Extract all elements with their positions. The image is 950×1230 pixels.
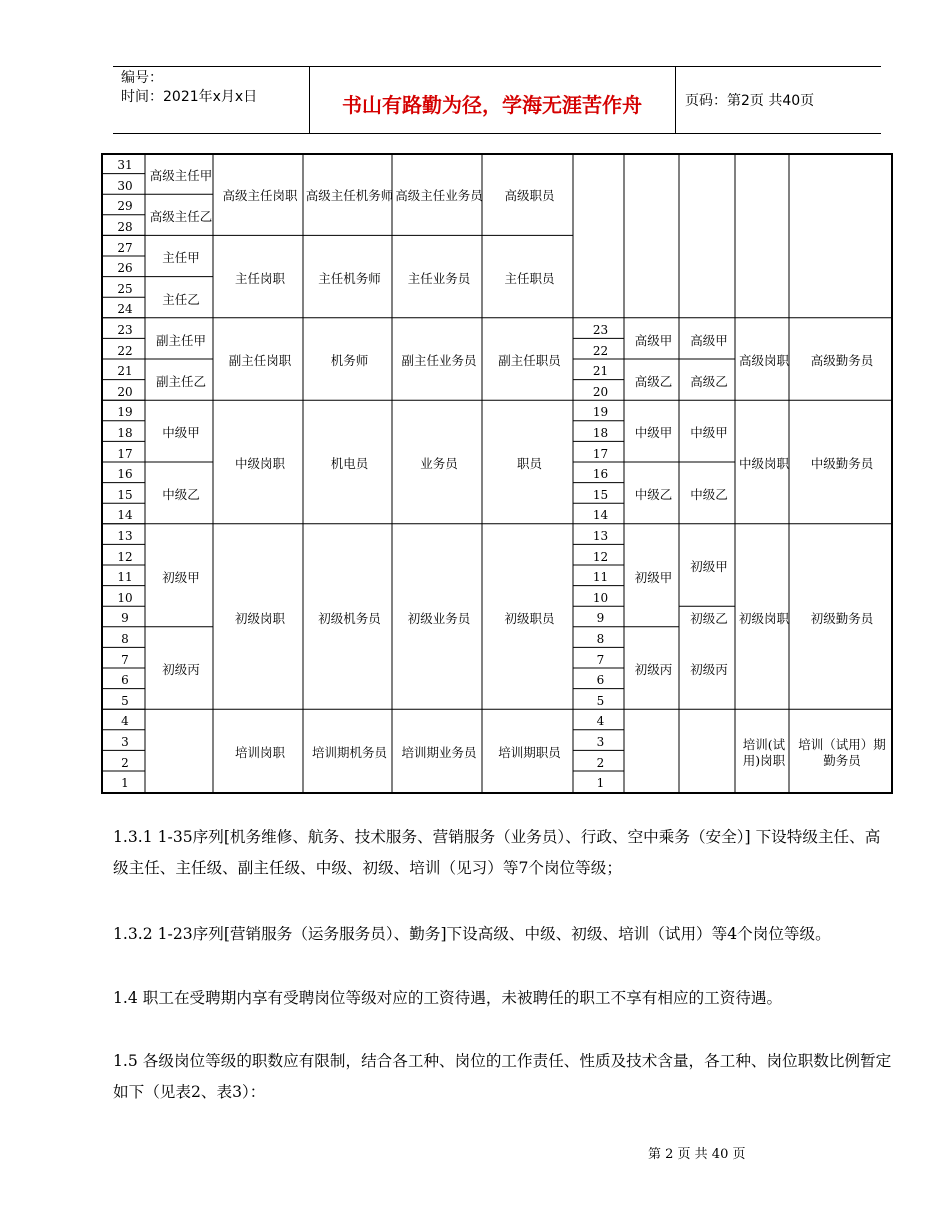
left-row-number: 3 xyxy=(121,735,129,750)
right-row-number: 15 xyxy=(592,487,609,502)
right-row-number: 16 xyxy=(592,467,609,482)
right-row-number: 12 xyxy=(592,549,609,564)
left-row-number: 21 xyxy=(117,364,133,379)
grade-senior-director-b: 高级主任乙 xyxy=(149,208,213,224)
left-row-number: 12 xyxy=(117,549,133,564)
grade-senior-director-a: 高级主任甲 xyxy=(149,167,213,183)
page-footer: 第 2 页 共 40 页 xyxy=(648,1147,746,1162)
grade-deputy-director-b: 副主任乙 xyxy=(155,373,206,389)
duty-senior: 高级勤务员 xyxy=(810,353,874,368)
left-row-number: 23 xyxy=(117,323,133,338)
right-row-number: 20 xyxy=(592,384,609,399)
left-row-number: 17 xyxy=(117,446,133,461)
right-grade-mid-b: 中级乙 xyxy=(634,487,673,502)
left-row-number: 30 xyxy=(117,178,133,193)
business-director: 主任业务员 xyxy=(407,270,471,286)
right-grade-junior-c: 初级丙 xyxy=(634,662,673,677)
right-grade-senior-a: 高级甲 xyxy=(690,332,728,348)
right-row-number: 3 xyxy=(596,735,605,750)
right-row-number: 17 xyxy=(592,446,609,461)
right-grade-mid-b: 中级乙 xyxy=(690,487,728,502)
right-row-number: 10 xyxy=(592,590,609,605)
paragraph-1-3-2: 1.3.2 1-23序列[营销服务（运务服务员）、勤务]下设高级、中级、初级、培训（试用）等4个岗位等级。 xyxy=(113,925,831,943)
left-row-number: 16 xyxy=(117,467,133,482)
left-row-number: 15 xyxy=(117,487,133,502)
right-grade-senior-b: 高级乙 xyxy=(690,373,728,389)
staff-junior: 初级职员 xyxy=(504,610,555,626)
header-divider xyxy=(675,67,676,133)
left-row-number: 26 xyxy=(117,261,133,276)
paragraph-1-4: 1.4 职工在受聘期内享有受聘岗位等级对应的工资待遇，未被聘任的职工不享有相应的工资待遇。 xyxy=(113,989,783,1007)
right-grade-senior-a: 高级甲 xyxy=(634,332,673,348)
business-deputy-director: 副主任业务员 xyxy=(401,353,477,368)
left-row-number: 31 xyxy=(117,158,133,173)
grade-mid-b: 中级乙 xyxy=(162,487,200,502)
post-deputy-director: 副主任岗职 xyxy=(228,353,292,368)
right-post-mid: 中级岗职 xyxy=(738,456,789,471)
right-row-number: 18 xyxy=(592,426,609,441)
right-grade-mid-a: 中级甲 xyxy=(634,425,673,440)
right-grade-junior-a: 初级甲 xyxy=(690,559,728,574)
right-row-number: 21 xyxy=(592,364,609,379)
left-row-number: 18 xyxy=(117,426,133,441)
left-row-number: 27 xyxy=(117,240,133,255)
right-post-senior: 高级岗职 xyxy=(738,353,789,368)
grade-mid-a: 中级甲 xyxy=(162,425,200,440)
machine-training: 培训期机务员 xyxy=(311,744,387,760)
left-row-number: 29 xyxy=(117,199,133,214)
staff-director: 主任职员 xyxy=(504,270,555,286)
staff-senior-director: 高级职员 xyxy=(504,188,555,203)
left-row-number: 8 xyxy=(121,632,129,647)
right-row-number: 23 xyxy=(592,323,609,338)
right-row-number: 13 xyxy=(592,529,609,544)
left-row-number: 14 xyxy=(117,508,133,523)
machine-junior: 初级机务员 xyxy=(318,610,381,626)
duty-training: 培训（试用）期勤务员 xyxy=(798,736,886,768)
code-label: 编号： xyxy=(121,70,163,86)
left-row-number: 28 xyxy=(117,220,133,235)
right-post-training: 培训(试用)岗职 xyxy=(742,736,786,768)
paragraph-1-5: 1.5 各级岗位等级的职数应有限制，结合各工种、岗位的工作责任、性质及技术含量，各工种、岗位职数比例暂定如下（见表2、表3）： xyxy=(113,1052,892,1101)
header-meta xyxy=(121,69,257,107)
left-row-number: 1 xyxy=(121,776,129,791)
left-row-number: 22 xyxy=(117,343,133,358)
right-row-number: 2 xyxy=(596,755,605,770)
business-junior: 初级业务员 xyxy=(407,610,471,626)
grade-junior-a: 初级甲 xyxy=(162,569,200,585)
right-row-number: 1 xyxy=(596,776,605,791)
grade-junior-c: 初级丙 xyxy=(162,662,200,677)
post-senior-director: 高级主任岗职 xyxy=(222,188,298,203)
post-junior: 初级岗职 xyxy=(234,610,285,626)
right-row-number: 6 xyxy=(596,673,605,688)
header-motto: 书山有路勤为径，学海无涯苦作舟 xyxy=(342,93,642,117)
right-grade-mid-a: 中级甲 xyxy=(690,425,728,440)
grade-director-b: 主任乙 xyxy=(162,291,200,307)
grade-director-a: 主任甲 xyxy=(162,249,200,265)
left-row-number: 5 xyxy=(121,693,129,708)
duty-junior: 初级勤务员 xyxy=(810,610,874,626)
business-training: 培训期业务员 xyxy=(401,744,477,760)
left-row-number: 13 xyxy=(117,529,133,544)
paragraph-1-3-1: 1.3.1 1-35序列[机务维修、航务、技术服务、营销服务（业务员）、行政、空中乘务（安全）] 下设特级主任、高级主任、主任级、副主任级、中级、初级、培训（见习）等7个岗位等级； xyxy=(113,828,881,877)
staff-deputy-director: 副主任职员 xyxy=(498,353,561,368)
grade-table xyxy=(101,153,893,794)
right-row-number: 14 xyxy=(592,508,609,523)
left-row-number: 24 xyxy=(117,302,133,317)
left-row-number: 2 xyxy=(121,755,129,770)
right-grade-junior-b: 初级乙 xyxy=(690,610,728,626)
machine-director: 主任机务师 xyxy=(318,270,381,286)
right-grade-junior-a: 初级甲 xyxy=(634,569,673,585)
business-senior-director: 高级主任业务员 xyxy=(395,188,483,203)
right-grade-junior-c: 初级丙 xyxy=(690,662,728,677)
right-grade-senior-b: 高级乙 xyxy=(634,373,673,389)
left-row-number: 9 xyxy=(121,611,129,626)
machine-deputy-director: 机务师 xyxy=(330,353,369,368)
right-row-number: 7 xyxy=(596,652,605,667)
business-mid: 业务员 xyxy=(420,456,458,471)
grade-deputy-director-a: 副主任甲 xyxy=(155,332,206,348)
page-indicator: 页码：第2页 共40页 xyxy=(685,93,815,109)
left-row-number: 10 xyxy=(117,590,133,605)
right-row-number: 19 xyxy=(592,405,609,420)
right-row-number: 22 xyxy=(592,343,609,358)
machine-senior-director: 高级主任机务师 xyxy=(305,188,394,203)
left-row-number: 19 xyxy=(117,405,133,420)
page-header xyxy=(113,66,881,134)
left-row-number: 6 xyxy=(121,673,129,688)
left-row-number: 4 xyxy=(121,714,129,729)
date-label: 时间：2021年x月x日 xyxy=(121,89,258,105)
post-mid: 中级岗职 xyxy=(234,456,285,471)
right-row-number: 8 xyxy=(596,632,605,647)
right-row-number: 4 xyxy=(596,714,605,729)
right-row-number: 5 xyxy=(596,693,605,708)
duty-mid: 中级勤务员 xyxy=(810,456,874,471)
left-row-number: 25 xyxy=(117,281,133,296)
right-post-junior: 初级岗职 xyxy=(738,610,789,626)
left-row-number: 20 xyxy=(117,384,133,399)
post-training: 培训岗职 xyxy=(234,744,285,760)
right-row-number: 11 xyxy=(592,570,609,585)
left-row-number: 7 xyxy=(121,652,129,667)
post-director: 主任岗职 xyxy=(234,270,285,286)
right-row-number: 9 xyxy=(596,611,605,626)
machine-mid: 机电员 xyxy=(330,456,369,471)
staff-training: 培训期职员 xyxy=(498,744,561,760)
staff-mid: 职员 xyxy=(516,456,542,471)
left-row-number: 11 xyxy=(117,570,133,585)
